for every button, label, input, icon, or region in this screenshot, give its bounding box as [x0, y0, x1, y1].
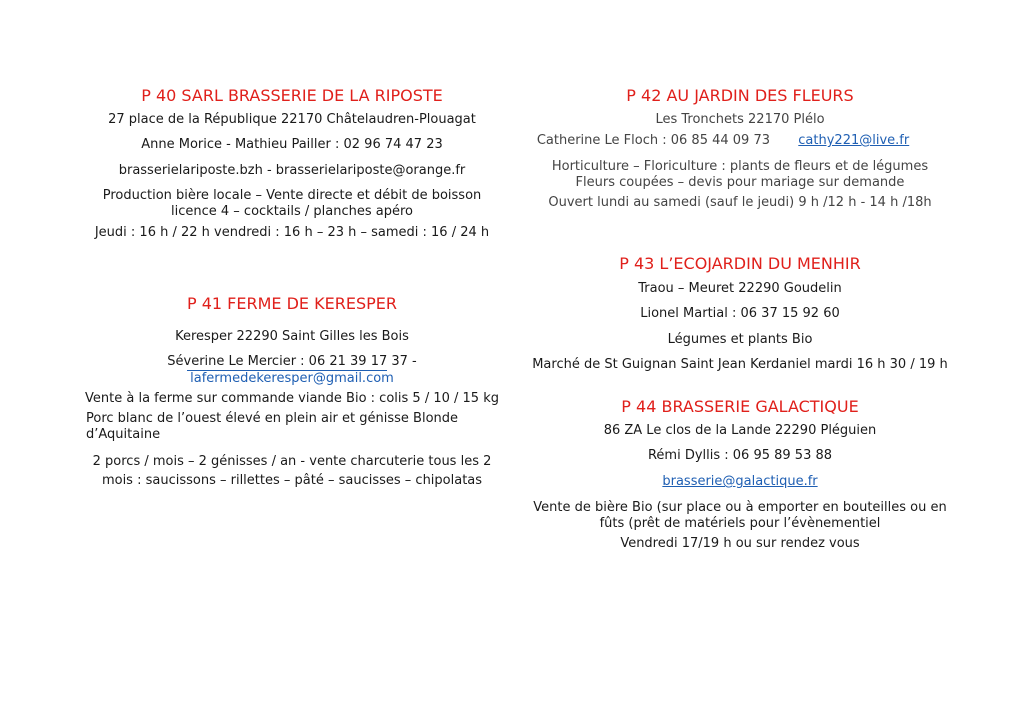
contact-p42: Catherine Le Floch : 06 85 44 09 73: [536, 133, 770, 148]
section-title-p42: P 42 AU JARDIN DES FLEURS: [626, 86, 854, 105]
description-p41-line1: Vente à la ferme sur commande viande Bio : colis 5 / 10 / 15 kg: [85, 391, 499, 406]
email-link-p41[interactable]: lafermedekeresper@gmail.com: [190, 371, 394, 386]
contact-p43: Lionel Martial : 06 37 15 92 60: [640, 306, 840, 321]
description-p44-line1: Vente de bière Bio (sur place ou à emporter en bouteilles ou en: [533, 500, 947, 515]
section-title-p44: P 44 BRASSERIE GALACTIQUE: [621, 397, 859, 416]
market-p43: Marché de St Guignan Saint Jean Kerdaniel mardi 16 h 30 / 19 h: [532, 357, 948, 372]
description-p42-line1: Horticulture – Floriculture : plants de fleurs et de légumes: [551, 159, 929, 174]
section-title-p40: P 40 SARL BRASSERIE DE LA RIPOSTE: [141, 86, 443, 105]
email-link-p44[interactable]: brasserie@galactique.fr: [662, 474, 818, 489]
address-p43: Traou – Meuret 22290 Goudelin: [638, 281, 842, 296]
description-p42-line2: Fleurs coupées – devis pour mariage sur demande: [575, 175, 905, 190]
description-p40-line2: licence 4 – cocktails / planches apéro: [171, 204, 413, 219]
address-p42: Les Tronchets 22170 Plélo: [655, 112, 825, 127]
address-p40: 27 place de la République 22170 Châtelaudren-Plouagat: [108, 112, 476, 127]
contact-row-p42: [530, 133, 950, 149]
description-p41-line5: mois : saucissons – rillettes – pâté – saucisses – chipolatas: [101, 473, 483, 488]
email-row-p41: [80, 371, 504, 387]
email-link-p42[interactable]: cathy221@live.fr: [798, 133, 910, 148]
description-p44-line2: fûts (prêt de matériels pour l’évènementiel: [599, 516, 881, 531]
address-p44: 86 ZA Le clos de la Lande 22290 Pléguien: [603, 423, 877, 438]
email-row-p44: [530, 474, 950, 490]
contact-p41: Séverine Le Mercier : 06 21 39 17 37 -: [167, 354, 417, 369]
products-p43: Légumes et plants Bio: [667, 332, 813, 347]
hours-p42: Ouvert lundi au samedi (sauf le jeudi) 9 h /12 h - 14 h /18h: [548, 195, 932, 210]
address-p41: Keresper 22290 Saint Gilles les Bois: [175, 329, 409, 344]
description-p40-line1: Production bière locale – Vente directe et débit de boisson: [102, 188, 482, 203]
section-title-p41: P 41 FERME DE KERESPER: [187, 294, 397, 313]
web-email-p40: brasserielariposte.bzh - brasserielariposte@orange.fr: [118, 163, 466, 178]
contact-p40: Anne Morice - Mathieu Pailler : 02 96 74 47 23: [141, 137, 443, 152]
description-p41-line4: 2 porcs / mois – 2 génisses / an - vente charcuterie tous les 2: [92, 454, 492, 469]
hours-p40: Jeudi : 16 h / 22 h vendredi : 16 h – 23 h – samedi : 16 / 24 h: [94, 225, 490, 240]
description-p41-line3: d’Aquitaine: [86, 427, 161, 442]
hours-p44: Vendredi 17/19 h ou sur rendez vous: [620, 536, 860, 551]
description-p41-line2: Porc blanc de l’ouest élevé en plein air et génisse Blonde: [86, 411, 459, 426]
contact-p44: Rémi Dyllis : 06 95 89 53 88: [647, 448, 833, 463]
section-title-p43: P 43 L’ECOJARDIN DU MENHIR: [619, 254, 861, 273]
